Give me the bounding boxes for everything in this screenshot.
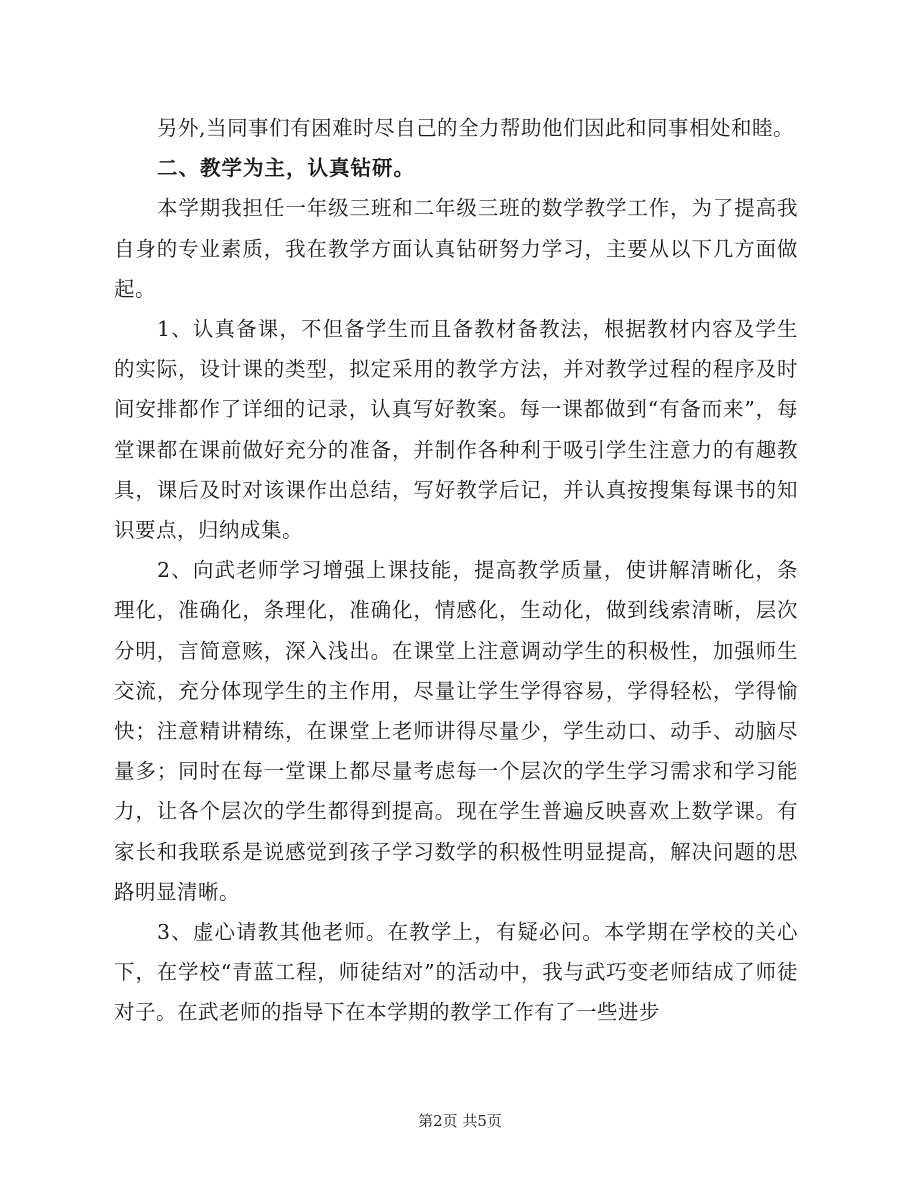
page-number-footer: 第2页 共5页 bbox=[418, 1112, 502, 1130]
paragraph-item-3-consult-teachers: 3、虚心请教其他老师。在教学上，有疑必问。本学期在学校的关心下，在学校“青蓝工程，师徒结对”的活动中，我与武巧变老师结成了师徒对子。在武老师的指导下在本学期的教学工作有了一些进步 bbox=[114, 920, 798, 1025]
paragraph-colleague-harmony: 另外,当同事们有困难时尽自己的全力帮助他们因此和同事相处和睦。 bbox=[157, 116, 795, 140]
paragraph-item-2-teaching-skills: 2、向武老师学习增强上课技能，提高教学质量，使讲解清晰化，条理化，准确化，条理化，准确化，情感化，生动化，做到线索清晰，层次分明，言简意赅，深入浅出。在课堂上注意调动学生的积极性，加强师生交流，充分体现学生的主作用，尽量让学生学得容易，学得轻松，学得愉快；注意精讲精练，在课堂上老师讲得尽量少，学生动口、动手、动脑尽量多；同时在每一堂课上都尽量考虑每一个层次的学生学习需求和学习能力，让各个层次的学生都得到提高。现在学生普遍反映喜欢上数学课。有家长和我联系是说感觉到孩子学习数学的积极性明显提高，解决问题的思路明显清晰。 bbox=[114, 558, 798, 904]
document-body bbox=[114, 108, 798, 1033]
paragraph-item-1-lesson-prep: 1、认真备课，不但备学生而且备教材备教法，根据教材内容及学生的实际，设计课的类型，拟定采用的教学方法，并对教学过程的程序及时间安排都作了详细的记录，认真写好教案。每一课都做到“有备而来”，每堂课都在课前做好充分的准备，并制作各种利于吸引学生注意力的有趣教具，课后及时对该课作出总结，写好教学后记，并认真按搜集每课书的知识要点，归纳成集。 bbox=[114, 317, 798, 543]
section-heading-teaching: 二、教学为主，认真钻研。 bbox=[157, 156, 416, 181]
paragraph-semester-intro: 本学期我担任一年级三班和二年级三班的数学教学工作，为了提高我自身的专业素质，我在教学方面认真钻研努力学习，主要从以下几方面做起。 bbox=[114, 196, 798, 301]
